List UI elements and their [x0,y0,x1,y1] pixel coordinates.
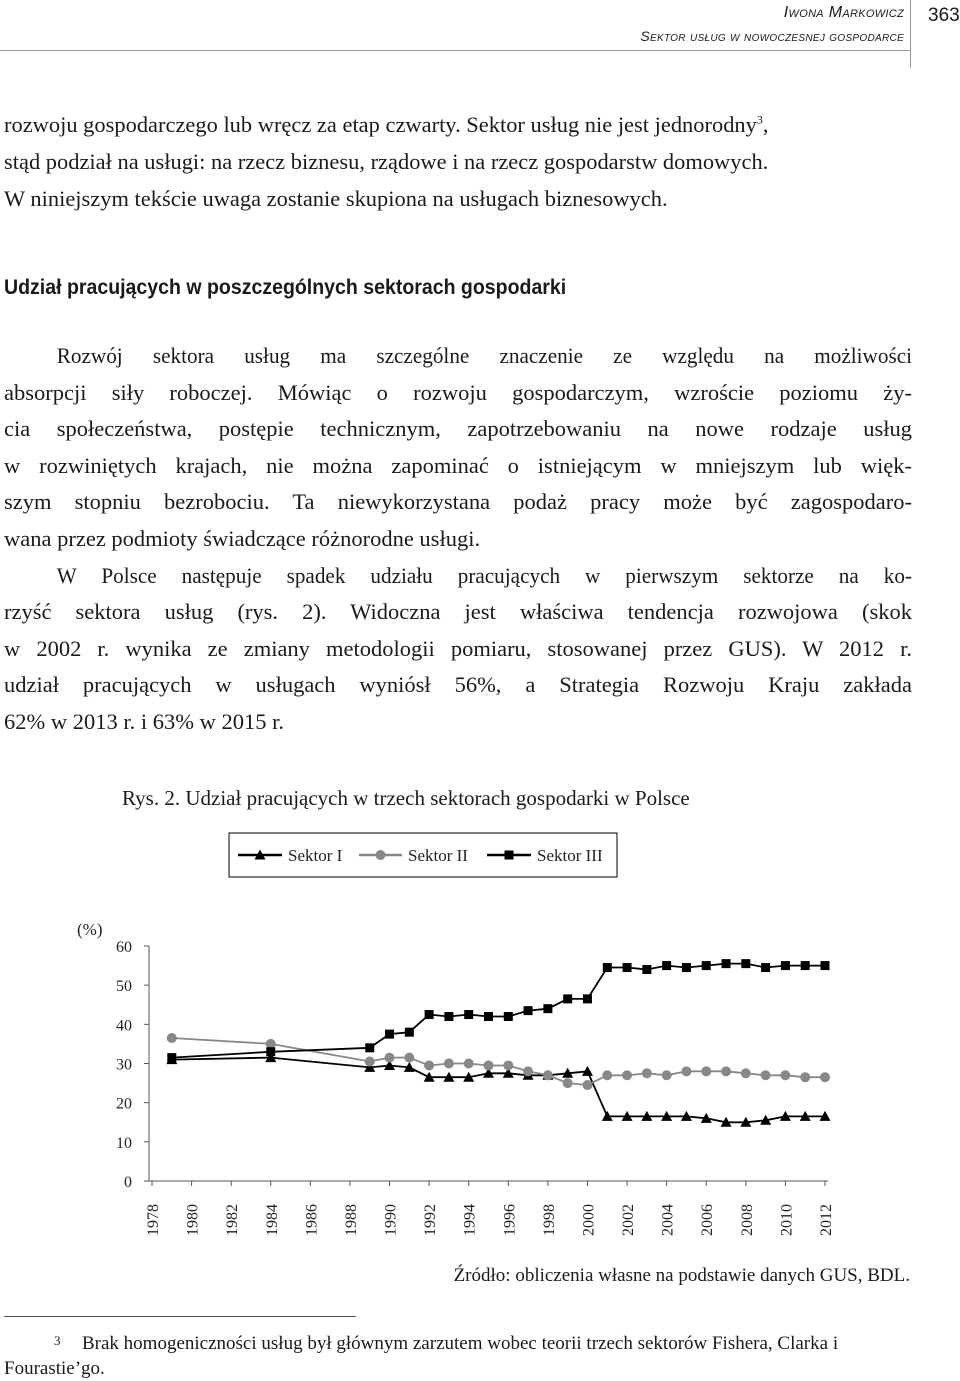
text-line: W Polsce następuje spadek udziału pracujących w pierwszym sektorze na ko- [56,562,912,588]
data-point [800,1072,810,1082]
text-line: rzyść sektora usług (rys. 2). Widoczna jest właściwa tendencja rozwojowa (skok [4,599,912,625]
data-point [167,1053,176,1062]
figure-source: Źródło: obliczenia własne na podstawie danych GUS, BDL. [453,1265,910,1286]
data-point [425,1010,434,1019]
data-point [741,959,750,968]
data-point [623,963,632,972]
data-point [781,961,790,970]
data-point [167,1033,177,1043]
x-tick-label: 1978 [145,1204,162,1236]
x-tick-label: 2008 [738,1204,756,1236]
data-point [821,961,830,970]
data-point [464,1059,474,1069]
data-point [444,1059,454,1069]
data-point [484,1012,493,1021]
data-point [622,1070,632,1080]
y-tick-label: 60 [116,939,132,956]
x-tick-label: 2004 [659,1204,677,1236]
data-point [464,1010,473,1019]
text-line: cia społeczeństwa, postępie technicznym, zapotrzebowaniu na nowe rodzaje usług [4,416,912,442]
legend-label: Sektor I [288,846,343,865]
y-tick-label: 0 [124,1174,132,1191]
data-point [722,959,731,968]
data-point [702,961,711,970]
data-point [404,1053,414,1063]
body-text [4,338,912,741]
data-point [365,1057,375,1067]
data-point [484,1060,494,1070]
footnote [4,1328,904,1381]
data-point [662,961,671,970]
data-point [681,1066,691,1076]
text-line: szym stopniu bezrobociu. Ta niewykorzystana podaż pracy może być zagospodaro- [4,489,912,515]
legend-label: Sektor II [408,846,468,865]
data-point [543,1070,553,1080]
y-tick-label: 50 [116,978,132,996]
x-tick-label: 2006 [699,1204,717,1236]
data-point [761,963,770,972]
x-tick-label: 2012 [818,1204,835,1236]
x-tick-label: 1988 [342,1204,360,1236]
intro-paragraph [4,106,912,217]
x-tick-label: 1992 [422,1204,440,1236]
data-point [741,1068,751,1078]
y-axis-label: (%) [77,920,103,939]
header-rule [0,50,910,51]
data-point [405,1028,414,1037]
line-chart [0,820,960,1250]
x-tick-label: 1996 [501,1204,519,1236]
running-header [0,0,960,70]
data-point [642,965,651,974]
data-point [543,1004,552,1013]
data-point [424,1060,434,1070]
header-divider [910,0,911,68]
data-point [563,994,572,1003]
footnote-number: 3 [54,1333,61,1348]
data-point [365,1043,374,1052]
x-tick-label: 1984 [263,1204,281,1236]
text-line: absorpcji siły roboczej. Mówiąc o rozwoju gospodarczym, wzroście poziomu ży- [4,379,912,405]
data-point [761,1070,771,1080]
text-line: 62% w 2013 r. i 63% w 2015 r. [4,708,284,734]
x-tick-label: 1998 [540,1204,558,1236]
x-tick-label: 1994 [461,1204,479,1236]
data-point [524,1006,533,1015]
text-line: w 2002 r. wynika ze zmiany metodologii pomiaru, stosowanej przez GUS). W 2012 r. [4,635,912,661]
text-line: udział pracujących w usługach wyniósł 56%, a Strategia Rozwoju Kraju zakłada [4,672,912,698]
text-line: stąd podział na usługi: na rzecz biznesu, rządowe i na rzecz gospodarstw domowych. [4,149,769,174]
data-point [444,1012,453,1021]
legend-marker [505,851,514,860]
data-point [385,1030,394,1039]
x-tick-label: 2000 [580,1204,598,1236]
x-tick-label: 1986 [303,1204,321,1236]
text-line: W niniejszym tekście uwaga zostanie skupiona na usługach biznesowych. [4,186,668,211]
data-point [503,1060,513,1070]
data-point [583,994,592,1003]
footnote-text: Brak homogeniczności usług był głównym zarzutem wobec teorii trzech sektorów Fishera, Clarka i Fourastie’go. [4,1333,839,1379]
figure-caption: Rys. 2. Udział pracujących w trzech sektorach gospodarki w Polsce [122,786,690,810]
data-point [523,1066,533,1076]
x-tick-label: 1990 [382,1204,400,1236]
chart-legend [229,833,617,877]
data-point [780,1070,790,1080]
text-line [4,106,910,143]
y-tick-label: 40 [116,1017,132,1035]
data-point [602,1070,612,1080]
data-point [721,1066,731,1076]
footnote-ref: 3 [756,112,763,127]
legend-marker [376,850,386,860]
y-tick-label: 10 [116,1134,132,1152]
data-point [662,1070,672,1080]
y-tick-label: 20 [116,1095,132,1113]
section-heading: Udział pracujących w poszczególnych sektorach gospodarki [4,276,567,299]
text-line: Rozwój sektora usług ma szczególne znaczenie ze względu na możliwości [56,343,912,368]
text-span: rozwoju gospodarczego lub wręcz za etap czwarty. Sektor usług nie jest jednorodny [4,112,757,137]
data-point [563,1078,573,1088]
y-tick-label: 30 [116,1056,132,1074]
data-point [682,963,691,972]
x-tick-label: 1982 [224,1204,242,1236]
legend-label: Sektor III [537,846,603,865]
header-title: Sektor usług w nowoczesnej gospodarce [640,28,904,44]
page-number: 363 [928,5,960,26]
data-point [603,963,612,972]
header-author: Iwona Markowicz [783,4,904,21]
footnote-rule [4,1316,356,1317]
x-tick-label: 1980 [184,1204,202,1236]
x-tick-label: 2010 [778,1204,796,1236]
chart-series [166,959,830,1127]
text-line: wana przez podmioty świadczące różnorodne usługi. [4,525,481,551]
data-point [385,1053,395,1063]
data-point [701,1066,711,1076]
data-point [820,1072,830,1082]
data-point [582,1080,592,1090]
data-point [642,1068,652,1078]
data-point [801,961,810,970]
text-span: , [762,112,769,137]
data-point [504,1012,513,1021]
text-line: w rozwiniętych krajach, nie można zapominać o istniejącym w mniejszym lub więk- [4,452,912,478]
data-point [266,1047,275,1056]
x-tick-label: 2002 [620,1204,638,1236]
